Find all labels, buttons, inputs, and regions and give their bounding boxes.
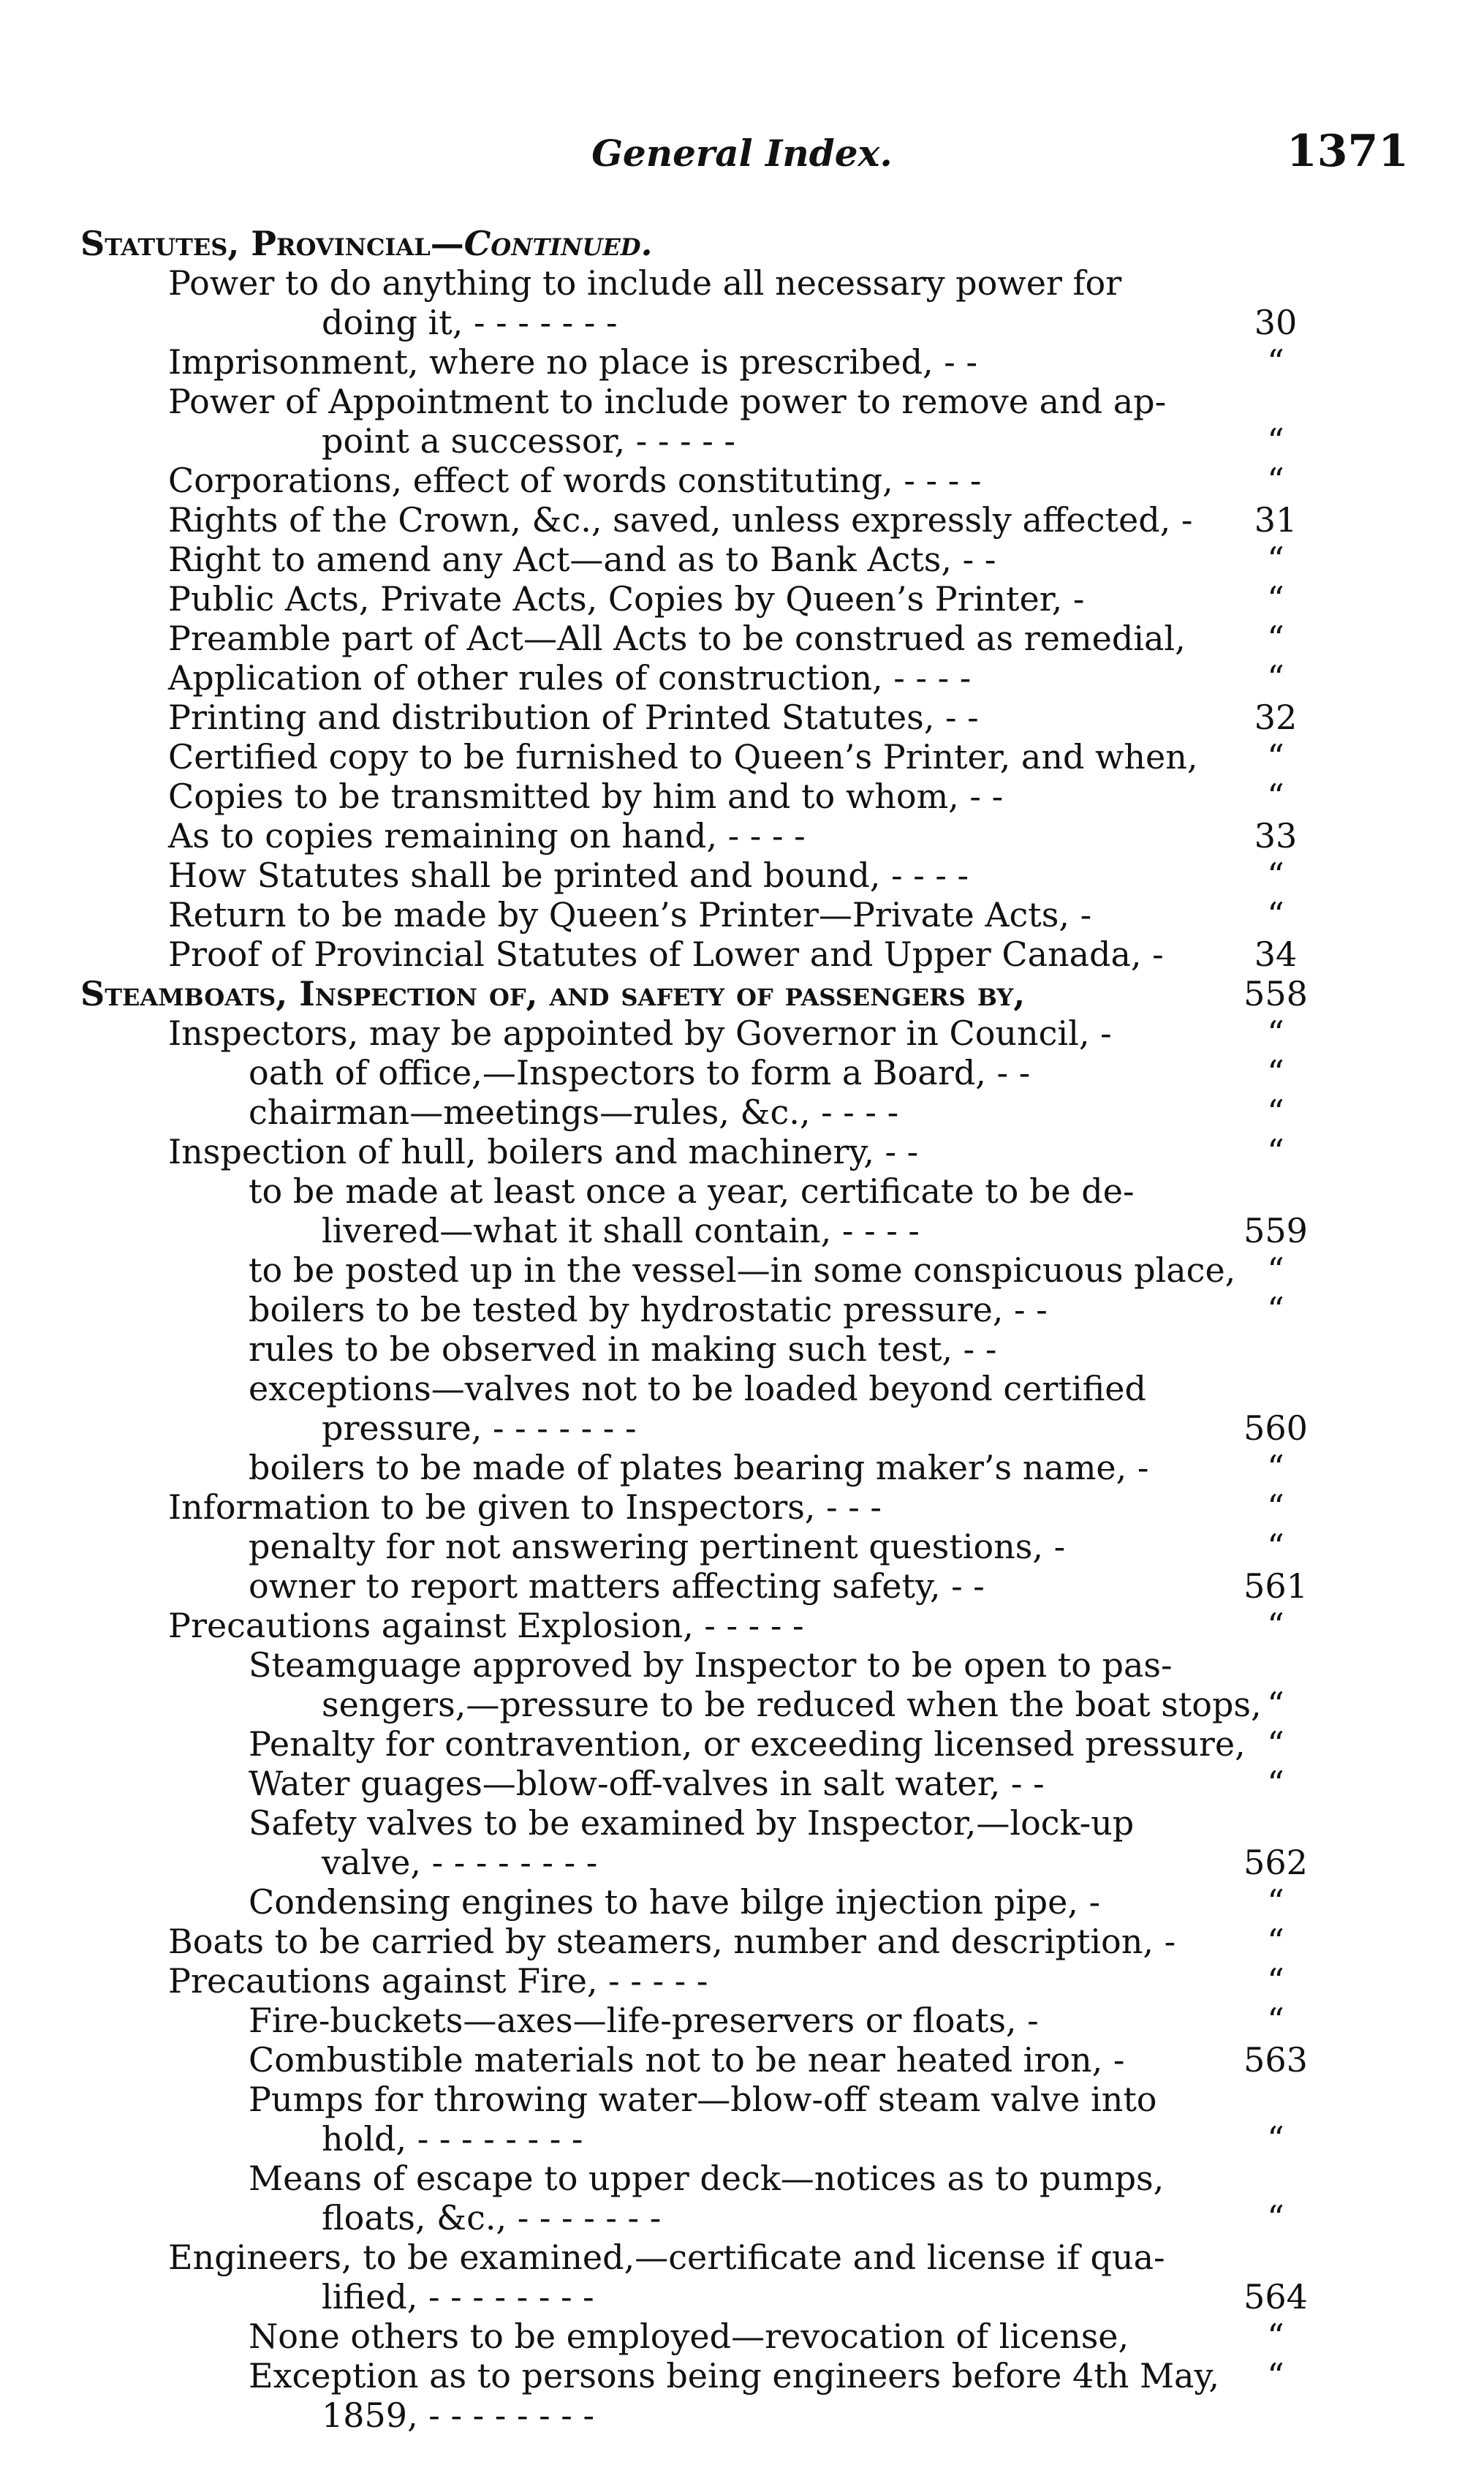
index-entries xyxy=(0,224,1484,2435)
entry-text: Boats to be carried by steamers, number and description, - xyxy=(168,1922,1176,1961)
index-entry-text xyxy=(249,1882,1100,1922)
index-entry-text xyxy=(249,2356,1219,2395)
entry-text: How Statutes shall be printed and bound, - - - - xyxy=(168,856,969,895)
entry-text: Corporations, effect of words constituting, - - - - xyxy=(168,461,982,500)
index-entry xyxy=(0,1566,1484,1606)
index-entry xyxy=(0,500,1484,540)
index-entry xyxy=(0,461,1484,500)
page-reference: 32 xyxy=(1254,698,1298,737)
index-entry xyxy=(0,2395,1484,2435)
page-reference: “ xyxy=(1267,658,1284,698)
page-reference: “ xyxy=(1267,619,1284,658)
page-reference: “ xyxy=(1267,1250,1284,1290)
entry-text: Water guages—blow-off-valves in salt water, - - xyxy=(249,1764,1045,1803)
entry-text: Certified copy to be furnished to Queen’s Printer, and when, xyxy=(168,737,1198,777)
index-entry-text xyxy=(322,421,735,461)
index-entry xyxy=(0,935,1484,974)
index-entry xyxy=(0,421,1484,461)
entry-text: Power of Appointment to include power to remove and ap- xyxy=(168,382,1167,421)
index-entry-text xyxy=(168,658,971,698)
index-entry-text xyxy=(249,2159,1164,2198)
index-entry xyxy=(0,540,1484,579)
page-reference: “ xyxy=(1267,737,1284,777)
index-entry-text xyxy=(168,342,977,382)
entry-text: Steamguage approved by Inspector to be open to pas- xyxy=(249,1645,1173,1685)
index-entry xyxy=(0,619,1484,658)
entry-text: Safety valves to be examined by Inspector,—lock-up xyxy=(249,1803,1135,1843)
entry-text: Precautions against Explosion, - - - - - xyxy=(168,1606,804,1645)
index-entry xyxy=(0,895,1484,935)
entry-text: Right to amend any Act—and as to Bank Acts, - - xyxy=(168,540,996,579)
index-entry xyxy=(0,2119,1484,2159)
index-entry-text xyxy=(322,2198,661,2238)
index-entry-text xyxy=(168,579,1084,619)
index-entry-text xyxy=(168,1961,708,2001)
entry-text: sengers,—pressure to be reduced when the boat stops, xyxy=(322,1685,1262,1724)
page-reference: “ xyxy=(1267,1606,1284,1645)
page-reference: “ xyxy=(1267,856,1284,895)
index-entry-text xyxy=(249,2317,1129,2356)
index-entry-text xyxy=(168,540,996,579)
index-entry-text xyxy=(168,935,1164,974)
index-entry-text xyxy=(168,1013,1112,1053)
index-entry xyxy=(0,1053,1484,1092)
index-entry-text xyxy=(168,1487,882,1527)
index-entry xyxy=(0,1448,1484,1487)
page-reference: “ xyxy=(1267,421,1284,461)
entry-text: floats, &c., - - - - - - - xyxy=(322,2198,662,2238)
index-entry-text xyxy=(322,2395,594,2435)
entry-text: lified, - - - - - - - - xyxy=(322,2277,594,2317)
index-entry xyxy=(0,382,1484,421)
entry-text: Penalty for contravention, or exceeding licensed pressure, xyxy=(249,1724,1246,1764)
index-entry xyxy=(0,2317,1484,2356)
page-reference: “ xyxy=(1267,1882,1284,1922)
index-entry xyxy=(0,1764,1484,1803)
index-entry-text xyxy=(249,1250,1235,1290)
index-entry xyxy=(0,1329,1484,1369)
index-entry xyxy=(0,2356,1484,2395)
index-entry xyxy=(0,2159,1484,2198)
page-reference: 563 xyxy=(1243,2040,1308,2080)
index-entry-text xyxy=(249,1053,1030,1092)
entry-text: As to copies remaining on hand, - - - - xyxy=(168,816,806,856)
index-entry xyxy=(0,1803,1484,1843)
index-heading-text xyxy=(80,974,1025,1013)
page-reference: “ xyxy=(1267,2317,1284,2356)
index-entry xyxy=(0,1408,1484,1448)
entry-text: Precautions against Fire, - - - - - xyxy=(168,1961,708,2001)
entry-text: to be made at least once a year, certificate to be de- xyxy=(249,1171,1135,1211)
page-reference: “ xyxy=(1267,1053,1284,1092)
index-entry xyxy=(0,2080,1484,2119)
index-entry xyxy=(0,2277,1484,2317)
index-entry xyxy=(0,1171,1484,1211)
index-entry-text xyxy=(168,1606,804,1645)
page-number: 1371 xyxy=(1287,126,1409,177)
entry-text: boilers to be made of plates bearing maker’s name, - xyxy=(249,1448,1149,1487)
entry-text: livered—what it shall contain, - - - - xyxy=(322,1211,920,1250)
index-entry xyxy=(0,1724,1484,1764)
index-entry xyxy=(0,1092,1484,1132)
index-entry-text xyxy=(249,1724,1246,1764)
entry-text: boilers to be tested by hydrostatic pressure, - - xyxy=(249,1290,1048,1329)
entry-text: Power to do anything to include all necessary power for xyxy=(168,263,1122,303)
index-entry xyxy=(0,1250,1484,1290)
entry-text: oath of office,—Inspectors to form a Board, - - xyxy=(249,1053,1031,1092)
entry-text: Application of other rules of construction, - - - - xyxy=(168,658,972,698)
index-entry-text xyxy=(322,2119,583,2159)
index-entry xyxy=(0,1882,1484,1922)
entry-text: to be posted up in the vessel—in some conspicuous place, xyxy=(249,1250,1236,1290)
entry-text: 1859, - - - - - - - - xyxy=(322,2395,595,2435)
entry-text: Pumps for throwing water—blow-off steam valve into xyxy=(249,2080,1157,2119)
page-reference: 34 xyxy=(1254,935,1298,974)
index-entry-text xyxy=(168,500,1192,540)
entry-text: point a successor, - - - - - xyxy=(322,421,735,461)
entry-text: Public Acts, Private Acts, Copies by Queen’s Printer, - xyxy=(168,579,1085,619)
page-reference: “ xyxy=(1267,1132,1284,1171)
entry-text: Proof of Provincial Statutes of Lower and Upper Canada, - xyxy=(168,935,1164,974)
index-entry-text xyxy=(322,1211,920,1250)
index-entry-text xyxy=(249,2001,1039,2040)
index-entry-text xyxy=(168,1132,918,1171)
running-title: General Index. xyxy=(591,132,893,175)
page-reference: 560 xyxy=(1243,1408,1308,1448)
index-entry-text xyxy=(249,1290,1048,1329)
page-reference: 562 xyxy=(1243,1843,1308,1882)
entry-text: Inspection of hull, boilers and machinery, - - xyxy=(168,1132,919,1171)
page-reference: “ xyxy=(1267,2356,1284,2395)
page-reference: “ xyxy=(1267,1764,1284,1803)
entry-text: Statutes, Provincial— xyxy=(80,224,464,263)
page-reference: “ xyxy=(1267,1290,1284,1329)
index-entry-text xyxy=(322,1843,597,1882)
index-entry-text xyxy=(168,461,981,500)
page-reference: “ xyxy=(1267,1685,1284,1724)
index-entry-text xyxy=(168,895,1091,935)
page-reference: 559 xyxy=(1243,1211,1308,1250)
page-reference: 31 xyxy=(1254,500,1298,540)
entry-text: Means of escape to upper deck—notices as to pumps, xyxy=(249,2159,1165,2198)
index-entry-text xyxy=(249,1566,985,1606)
entry-text: Inspectors, may be appointed by Governor in Council, - xyxy=(168,1013,1112,1053)
page-reference: “ xyxy=(1267,461,1284,500)
page-reference: “ xyxy=(1267,1448,1284,1487)
page-reference: 564 xyxy=(1243,2277,1308,2317)
page-reference: “ xyxy=(1267,1013,1284,1053)
page-reference: “ xyxy=(1267,2119,1284,2159)
index-entry xyxy=(0,1132,1484,1171)
index-entry xyxy=(0,2040,1484,2080)
entry-text: Return to be made by Queen’s Printer—Private Acts, - xyxy=(168,895,1092,935)
index-entry xyxy=(0,974,1484,1013)
entry-text: valve, - - - - - - - - xyxy=(322,1843,598,1882)
index-entry-text xyxy=(168,619,1186,658)
index-entry-text xyxy=(168,698,979,737)
continued-label: Continued. xyxy=(463,224,653,263)
index-entry xyxy=(0,1013,1484,1053)
entry-text: hold, - - - - - - - - xyxy=(322,2119,583,2159)
page-reference: “ xyxy=(1267,895,1284,935)
entry-text: Preamble part of Act—All Acts to be construed as remedial, xyxy=(168,619,1186,658)
entry-text: Combustible materials not to be near heated iron, - xyxy=(249,2040,1125,2080)
index-entry-text xyxy=(249,1803,1134,1843)
page-reference: “ xyxy=(1267,540,1284,579)
page-reference: “ xyxy=(1267,1922,1284,1961)
index-entry xyxy=(0,224,1484,263)
index-entry-text xyxy=(168,2238,1165,2277)
entry-text: doing it, - - - - - - - xyxy=(322,303,618,342)
index-entry xyxy=(0,1685,1484,1724)
page-reference: 561 xyxy=(1243,1566,1308,1606)
page-reference: “ xyxy=(1267,1487,1284,1527)
index-heading-text xyxy=(80,224,653,263)
index-entry xyxy=(0,1369,1484,1408)
index-entry-text xyxy=(249,1764,1045,1803)
entry-text: Steamboats, Inspection of, and safety of passengers by, xyxy=(80,974,1026,1013)
entry-text: owner to report matters affecting safety, - - xyxy=(249,1566,985,1606)
page-reference: “ xyxy=(1267,579,1284,619)
index-entry-text xyxy=(249,1329,996,1369)
page-reference: “ xyxy=(1267,342,1284,382)
index-entry xyxy=(0,1606,1484,1645)
page-reference: “ xyxy=(1267,1092,1284,1132)
index-entry-text xyxy=(168,1922,1176,1961)
index-entry xyxy=(0,737,1484,777)
entry-text: Imprisonment, where no place is prescribed, - - xyxy=(168,342,977,382)
index-entry-text xyxy=(168,816,806,856)
index-entry-text xyxy=(249,1092,898,1132)
entry-text: Rights of the Crown, &c., saved, unless expressly affected, - xyxy=(168,500,1193,540)
index-entry xyxy=(0,2001,1484,2040)
index-entry xyxy=(0,777,1484,816)
index-entry-text xyxy=(168,777,1003,816)
index-entry xyxy=(0,1487,1484,1527)
entry-text: Information to be given to Inspectors, - - - xyxy=(168,1487,882,1527)
index-entry xyxy=(0,1645,1484,1685)
page-reference: “ xyxy=(1267,777,1284,816)
index-entry-text xyxy=(322,1408,637,1448)
index-entry-text xyxy=(168,737,1198,777)
index-entry xyxy=(0,1211,1484,1250)
index-entry-text xyxy=(249,2080,1157,2119)
index-entry xyxy=(0,1922,1484,1961)
index-entry xyxy=(0,1290,1484,1329)
index-entry-text xyxy=(249,1645,1173,1685)
index-entry xyxy=(0,263,1484,303)
index-entry xyxy=(0,2198,1484,2238)
index-entry-text xyxy=(168,856,969,895)
index-entry-text xyxy=(249,1171,1135,1211)
index-entry xyxy=(0,342,1484,382)
page-reference: 33 xyxy=(1254,816,1298,856)
index-entry xyxy=(0,1843,1484,1882)
entry-text: rules to be observed in making such test, - - xyxy=(249,1329,997,1369)
index-entry-text xyxy=(322,1685,1262,1724)
page-reference: 558 xyxy=(1243,974,1308,1013)
index-entry xyxy=(0,303,1484,342)
index-entry-text xyxy=(168,263,1121,303)
entry-text: Condensing engines to have bilge injection pipe, - xyxy=(249,1882,1101,1922)
entry-text: chairman—meetings—rules, &c., - - - - xyxy=(249,1092,899,1132)
page-reference: “ xyxy=(1267,1961,1284,2001)
index-entry-text xyxy=(322,2277,594,2317)
index-entry-text xyxy=(249,1369,1146,1408)
entry-text: Exception as to persons being engineers before 4th May, xyxy=(249,2356,1219,2395)
index-entry-text xyxy=(249,1448,1148,1487)
entry-text: Printing and distribution of Printed Statutes, - - xyxy=(168,698,979,737)
index-entry xyxy=(0,856,1484,895)
entry-text: Copies to be transmitted by him and to whom, - - xyxy=(168,777,1004,816)
index-entry xyxy=(0,579,1484,619)
page-reference: 30 xyxy=(1254,303,1298,342)
index-entry-text xyxy=(249,2040,1124,2080)
entry-text: Fire-buckets—axes—life-preservers or floats, - xyxy=(249,2001,1039,2040)
index-entry xyxy=(0,816,1484,856)
entry-text: None others to be employed—revocation of license, xyxy=(249,2317,1129,2356)
index-entry xyxy=(0,658,1484,698)
entry-text: pressure, - - - - - - - xyxy=(322,1408,637,1448)
page-reference: “ xyxy=(1267,1724,1284,1764)
index-entry-text xyxy=(322,303,618,342)
index-entry-text xyxy=(168,382,1166,421)
page-reference: “ xyxy=(1267,2198,1284,2238)
page-reference: “ xyxy=(1267,1527,1284,1566)
index-entry-text xyxy=(249,1527,1065,1566)
entry-text: penalty for not answering pertinent questions, - xyxy=(249,1527,1066,1566)
index-entry xyxy=(0,1527,1484,1566)
index-entry xyxy=(0,698,1484,737)
page-reference: “ xyxy=(1267,2001,1284,2040)
index-entry xyxy=(0,2238,1484,2277)
index-entry xyxy=(0,1961,1484,2001)
entry-text: Engineers, to be examined,—certificate and license if qua- xyxy=(168,2238,1165,2277)
entry-text: exceptions—valves not to be loaded beyond certified xyxy=(249,1369,1146,1408)
